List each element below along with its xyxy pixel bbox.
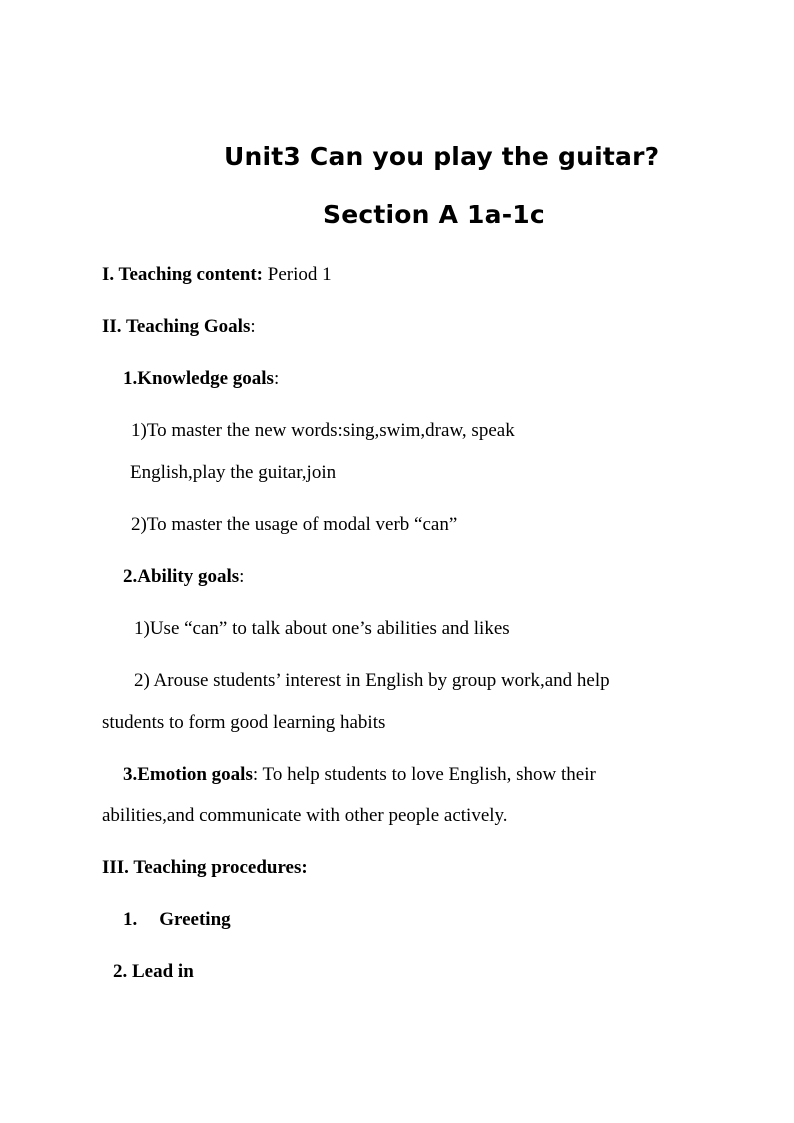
procedure-step-1-number: 1.: [123, 909, 138, 930]
ability-goals-label: 2.Ability goals: [123, 566, 240, 587]
knowledge-goal-item-1-line-1: 1)To master the new words:sing,swim,draw, speak: [131, 420, 515, 441]
procedure-step-2: [113, 962, 194, 981]
procedure-step-1-label: Greeting: [159, 909, 231, 930]
ability-goals-colon: :: [239, 566, 245, 587]
teaching-content-line: [102, 265, 332, 284]
knowledge-goals-colon: :: [273, 368, 280, 389]
knowledge-goal-item-1-line-2: English,play the guitar,join: [130, 462, 337, 483]
emotion-goals-line-1: [123, 765, 596, 784]
ability-goals-heading: [123, 567, 244, 586]
teaching-goals-colon: :: [250, 316, 256, 337]
teaching-goals-heading: [102, 317, 256, 336]
knowledge-goals-label: 1.Knowledge goals: [123, 368, 274, 389]
teaching-goals-label: II. Teaching Goals: [102, 316, 251, 337]
procedure-step-2-label: 2. Lead in: [113, 961, 194, 982]
ability-goal-item-1: 1)Use “can” to talk about one’s abilities and likes: [134, 618, 510, 639]
emotion-goals-label: 3.Emotion goals: [123, 764, 253, 785]
ability-goal-item-2-line-2: students to form good learning habits: [102, 712, 386, 733]
teaching-content-value: Period 1: [263, 264, 332, 285]
knowledge-goal-item-2: 2)To master the usage of modal verb “can”: [131, 514, 458, 535]
ability-goal-item-2-line-1: 2) Arouse students’ interest in English by group work,and help: [134, 670, 610, 691]
emotion-goals-line-2: abilities,and communicate with other people actively.: [102, 805, 508, 826]
teaching-content-label: I. Teaching content:: [102, 264, 263, 285]
knowledge-goals-heading: [123, 369, 279, 388]
procedure-step-1: [123, 910, 231, 929]
document-subtitle: Section A 1a-1c: [323, 200, 545, 229]
emotion-goals-text: : To help students to love English, show their: [252, 764, 596, 785]
document-title: Unit3 Can you play the guitar?: [224, 142, 660, 171]
teaching-procedures-label: III. Teaching procedures:: [102, 857, 308, 878]
teaching-procedures-heading: [102, 858, 308, 877]
